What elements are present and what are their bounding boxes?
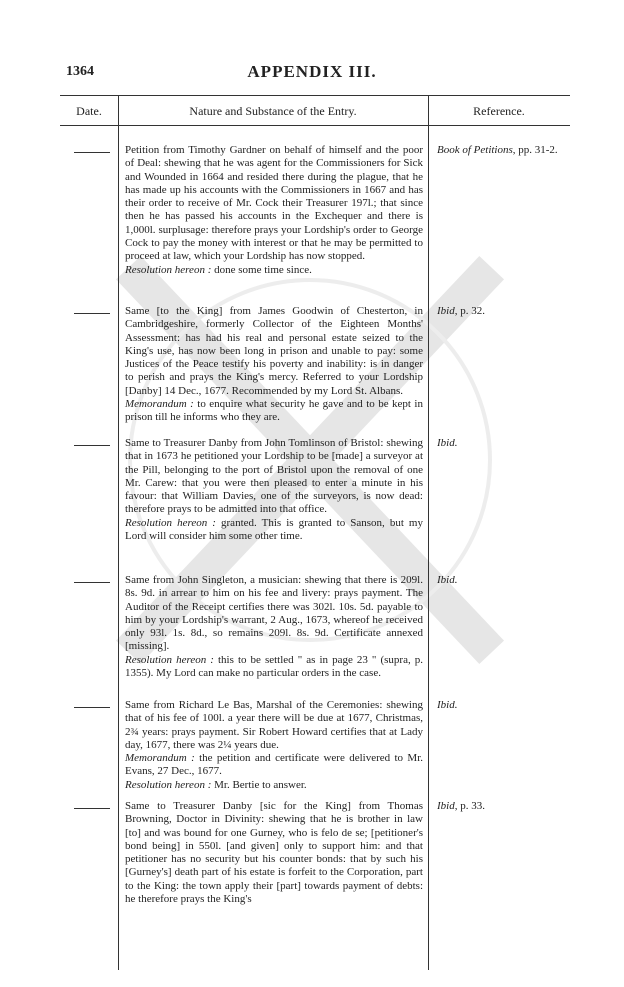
entry-note: [125, 264, 423, 277]
reference-pages: , p. 32.: [454, 305, 485, 317]
note-text: done some time since.: [211, 263, 312, 276]
entry-body: Same [to the King] from James Goodwin of Chesterton, in Cambridgeshire, formerly Collector of the Eighteen Months' Assessment: has had his real and personal estate seized to the King's use, has now been long in prison and unable to pay: some Justices of the Peace testify his poverty and inability: is in danger to perish and prays the King's mercy. Referred to your Lordship [Danby] 14 Dec., 1677. Recommended by my Lord St. Albans.: [125, 305, 423, 397]
page-title: APPENDIX III.: [247, 62, 377, 81]
date-dash: [74, 582, 110, 583]
column-header-date: Date.: [76, 104, 102, 118]
note-text: this to be settled " as in page 23 " (supra, p. 1355). My Lord can make no particular orders in the case.: [125, 653, 424, 680]
entry-text: [125, 699, 423, 792]
reference-title: Ibid.: [437, 699, 458, 711]
date-dash: [74, 707, 110, 708]
note-label: Resolution hereon :: [125, 516, 216, 529]
date-dash: [74, 313, 110, 314]
table-header-rule: [60, 125, 570, 126]
note-text: the petition and certificate were delivered to Mr. Evans, 27 Dec., 1677.: [125, 752, 423, 778]
entry-reference: [437, 699, 457, 712]
reference-title: Ibid.: [437, 437, 458, 449]
column-header-nature: Nature and Substance of the Entry.: [189, 104, 357, 118]
entry-reference: [437, 800, 485, 813]
entry-note: [125, 398, 423, 425]
entry-body: Petition from Timothy Gardner on behalf of himself and the poor of Deal: shewing that he was agent for the Commissioners for Sick and Wounded in 1664 and resided there during the plague, that he has made up his accounts with the Commissioners in 1667 and has their order to receive of Mr. Cock their Treasurer 197l.; that since then he has passed his accounts in the Exchequer and there is 1,000l. surplusage: therefore prays your Lordship's order to George Cock to pay the money with interest or that he may be permitted to proceed at law, which your Lordship has now stopped.: [125, 144, 423, 263]
table-top-rule: [60, 95, 570, 96]
entry-body: Same to Treasurer Danby from John Tomlinson of Bristol: shewing that in 1673 he petitioned your Lordship to be [made] a surveyor at the Pill, belonging to the port of Bristol upon the removal of one Mr. Carew: that you were then pleased to enter a minute in his favour: that William Davies, one of the surveyors, is now dead: therefore prays to be admitted into that office.: [125, 437, 423, 516]
column-divider-left: [118, 95, 119, 970]
date-dash: [74, 808, 110, 809]
column-header-reference: Reference.: [473, 104, 525, 118]
entry-text: [125, 574, 423, 680]
entry-body: Same to Treasurer Danby [sic for the King] from Thomas Browning, Doctor in Divinity: shewing that he is brother in law [to] and was bound for one Gurney, who is felo de se; [petitioner's bond being] in 550l. [and given] only to support him: and that petitioner has no security but his counter bonds: that by such his [Gurney's] death part of his estate is forfeit to the Corporation, part to the King: the town apply their [part] towards payment of debts: he therefore prays the King's: [125, 800, 423, 906]
entry-reference: [437, 437, 457, 450]
entry-body: Same from Richard Le Bas, Marshal of the Ceremonies: shewing that of his fee of 100l. a year there will be due at 1677, Christmas, 2¾ years: prays payment. Sir Robert Howard certifies that at Lady day, 1677, there was 2¼ years due.: [125, 699, 423, 751]
entry-text: [125, 144, 423, 277]
entry-reference: [437, 144, 558, 157]
entry-text: [125, 800, 423, 906]
entry-reference: [437, 574, 457, 587]
reference-title: Ibid: [437, 305, 455, 317]
note-label: Memorandum :: [125, 398, 194, 411]
entry-reference: [437, 305, 485, 318]
column-divider-right: [428, 95, 429, 970]
page-number: 1364: [66, 64, 94, 79]
entry-note: [125, 517, 423, 544]
note-label: Resolution hereon :: [125, 263, 212, 276]
note-text: granted. This is granted to Sanson, but my Lord will consider him some other time.: [125, 516, 423, 543]
entry-note: [125, 752, 423, 779]
note-label: Resolution hereon :: [125, 778, 212, 791]
entry-text: [125, 437, 423, 543]
reference-title: Ibid.: [437, 574, 458, 586]
entry-note: [125, 654, 423, 681]
entry-note-2: [125, 779, 423, 792]
entry-text: [125, 305, 423, 425]
date-dash: [74, 445, 110, 446]
note-text: to enquire what security he gave and to be kept in prison till he informs who they are.: [125, 398, 423, 424]
reference-pages: , p. 33.: [454, 800, 485, 812]
reference-pages: , pp. 31-2.: [512, 144, 558, 156]
note-label: Resolution hereon :: [125, 653, 214, 666]
entry-body: Same from John Singleton, a musician: shewing that there is 209l. 8s. 9d. in arrear to him on his fee and livery: prays payment. The Auditor of the Receipt certifies there was 302l. 10s. 5d. payable to him by your Lordship's warrant, 2 Aug., 1673, whereof he received only 93l. 1s. 8d., so remains 209l. 8s. 9d. Certificate annexed [missing].: [125, 574, 423, 653]
note-text: Mr. Bertie to answer.: [211, 778, 307, 791]
note-label: Memorandum :: [125, 752, 195, 765]
date-dash: [74, 152, 110, 153]
reference-title: Ibid: [437, 800, 455, 812]
reference-title: Book of Petitions: [437, 144, 513, 156]
